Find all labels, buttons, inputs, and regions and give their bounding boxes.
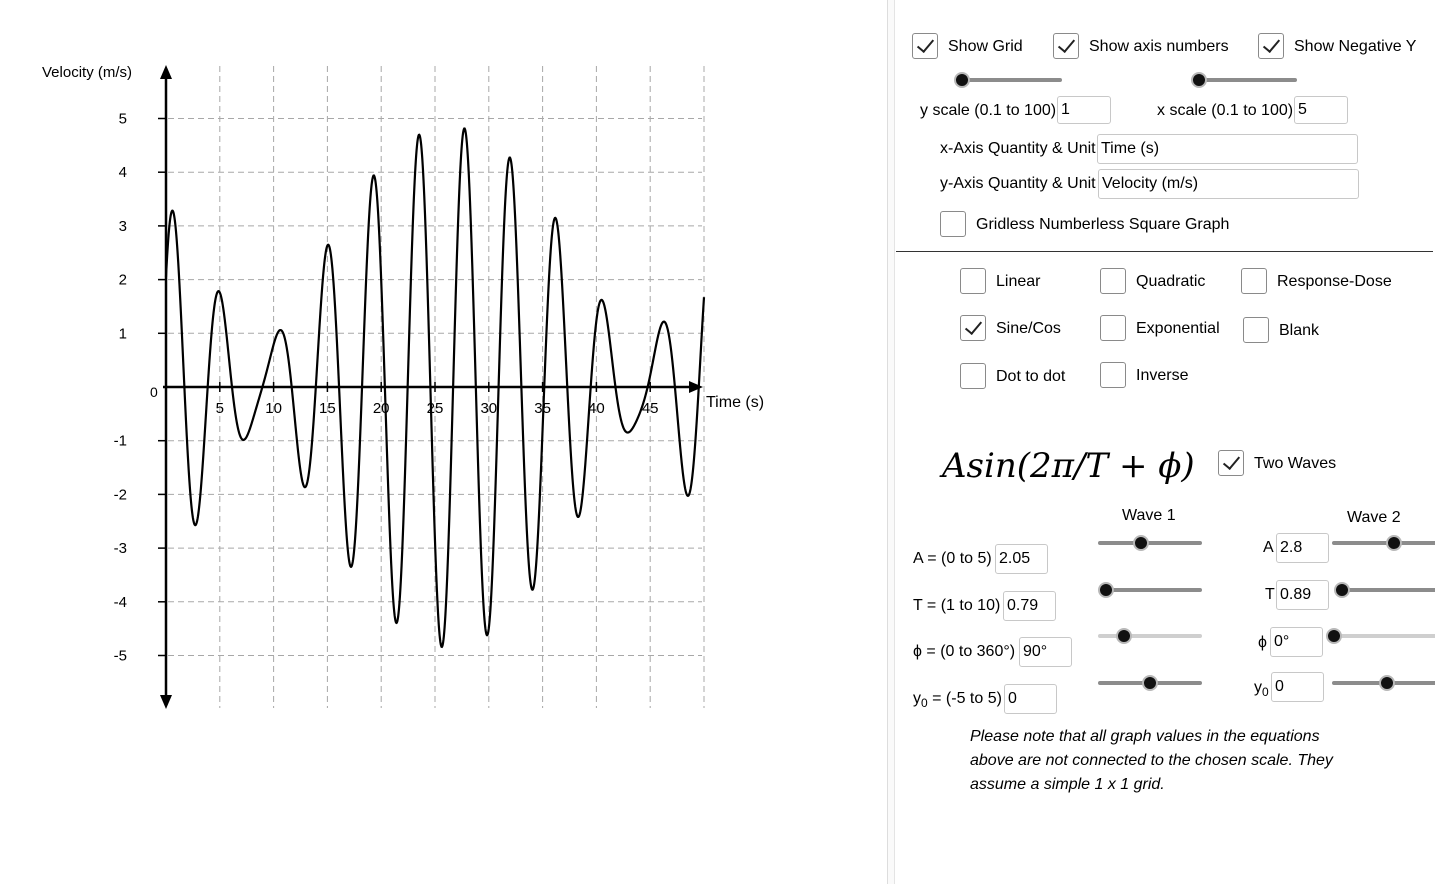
- show-axis-numbers-checkbox[interactable]: [1053, 33, 1079, 59]
- show-grid-checkbox[interactable]: [912, 33, 938, 59]
- x-tick-label: 10: [265, 400, 282, 417]
- wave2-t-input[interactable]: [1276, 580, 1329, 610]
- x-axis-arrow: [689, 381, 703, 393]
- y-tick-label: -4: [113, 593, 127, 611]
- wave2-y0-label: $y_0$: [1254, 679, 1269, 700]
- wave2-a-label: A: [1263, 539, 1274, 556]
- pane-divider[interactable]: [887, 0, 895, 884]
- y-axis-unit-label: y-Axis Quantity & Unit: [940, 175, 1096, 192]
- two-waves-label: Two Waves: [1254, 455, 1337, 472]
- sine-formula: Asin(2π/T + ϕ): [942, 446, 1195, 486]
- x-tick-label: 30: [480, 400, 498, 417]
- wave1-t-label: T = (1 to 10): [913, 597, 1001, 614]
- y-axis-label: Velocity (m/s): [42, 64, 133, 81]
- wave2-phi-label: ϕ: [1258, 634, 1267, 651]
- quadratic-checkbox[interactable]: [1100, 268, 1126, 294]
- control-panel: [896, 0, 1435, 884]
- x-axis-label: Time (s): [706, 394, 765, 411]
- wave2-t-slider[interactable]: [1342, 582, 1435, 598]
- show-grid-label: Show Grid: [948, 38, 1023, 55]
- y-scale-label: y scale (0.1 to 100): [920, 102, 1057, 119]
- y-tick-label: 5: [118, 110, 127, 128]
- wave2-phi-input[interactable]: [1270, 627, 1323, 657]
- quadratic-label: Quadratic: [1136, 273, 1206, 290]
- wave1-phi-label: ϕ = (0 to 360°): [913, 643, 1016, 660]
- x-tick-label: 20: [372, 400, 390, 417]
- x-scale-label: x scale (0.1 to 100): [1157, 102, 1294, 119]
- sine-cos-label: Sine/Cos: [996, 320, 1061, 337]
- wave1-a-input[interactable]: [995, 544, 1048, 574]
- wave2-title: Wave 2: [1347, 509, 1401, 526]
- show-negative-y-label: Show Negative Y: [1294, 38, 1417, 55]
- wave2-phi-slider[interactable]: [1334, 628, 1435, 644]
- y-axis-arrow-up: [160, 65, 172, 79]
- wave1-phi-slider[interactable]: [1098, 628, 1202, 644]
- exponential-label: Exponential: [1136, 320, 1220, 337]
- wave2-a-slider[interactable]: [1332, 535, 1435, 551]
- response-dose-label: Response-Dose: [1277, 273, 1392, 290]
- wave1-y0-slider[interactable]: [1098, 675, 1202, 691]
- x-scale-input[interactable]: [1294, 96, 1348, 124]
- wave1-t-input[interactable]: [1003, 591, 1056, 621]
- origin-label: 0: [150, 384, 158, 400]
- y-tick-label: 4: [118, 164, 127, 182]
- linear-label: Linear: [996, 273, 1041, 290]
- linear-checkbox[interactable]: [960, 268, 986, 294]
- y-tick-label: -2: [113, 486, 127, 504]
- wave2-t-label: T: [1265, 586, 1275, 603]
- x-tick-label: 35: [534, 400, 551, 417]
- dot-to-dot-checkbox[interactable]: [960, 363, 986, 389]
- wave1-y0-input[interactable]: [1004, 684, 1057, 714]
- x-tick-label: 5: [215, 400, 224, 417]
- wave1-phi-input[interactable]: [1019, 637, 1072, 667]
- blank-checkbox[interactable]: [1243, 317, 1269, 343]
- inverse-label: Inverse: [1136, 367, 1189, 384]
- y-tick-label: 1: [118, 325, 127, 343]
- section-divider: [896, 251, 1433, 252]
- y-scale-input[interactable]: [1057, 96, 1111, 124]
- exponential-checkbox[interactable]: [1100, 315, 1126, 341]
- y-tick-label: -1: [113, 432, 127, 450]
- response-dose-checkbox[interactable]: [1241, 268, 1267, 294]
- wave2-a-input[interactable]: [1276, 533, 1329, 563]
- blank-label: Blank: [1279, 322, 1320, 339]
- dot-to-dot-label: Dot to dot: [996, 368, 1066, 385]
- sine-cos-checkbox[interactable]: [960, 315, 986, 341]
- wave1-t-slider[interactable]: [1106, 582, 1202, 598]
- y-axis-arrow-down: [160, 695, 172, 709]
- y-tick-label: -5: [113, 647, 127, 665]
- inverse-checkbox[interactable]: [1100, 362, 1126, 388]
- y-axis-unit-input[interactable]: [1098, 169, 1359, 199]
- wave2-y0-input[interactable]: [1271, 672, 1324, 702]
- x-tick-label: 45: [641, 400, 659, 417]
- x-tick-label: 15: [319, 400, 336, 417]
- x-tick-label: 25: [426, 400, 444, 417]
- x-axis-unit-input[interactable]: [1097, 134, 1358, 164]
- x-axis-unit-label: x-Axis Quantity & Unit: [940, 140, 1096, 157]
- two-waves-checkbox[interactable]: [1218, 450, 1244, 476]
- wave1-a-slider[interactable]: [1098, 535, 1202, 551]
- x-tick-label: 40: [588, 400, 605, 417]
- wave1-title: Wave 1: [1122, 507, 1176, 524]
- gridless-label: Gridless Numberless Square Graph: [976, 216, 1230, 233]
- scale-note: Please note that all graph values in the equations above are not connected to the chosen scale. They assume a simple 1 x 1 grid.: [970, 728, 1333, 793]
- wave2-y0-slider[interactable]: [1332, 675, 1435, 691]
- y-tick-label: 3: [118, 217, 127, 235]
- axes: [160, 65, 703, 709]
- show-negative-y-checkbox[interactable]: [1258, 33, 1284, 59]
- y-scale-slider[interactable]: [962, 72, 1062, 88]
- y-tick-label: -3: [113, 540, 127, 558]
- wave1-y0-label: $y_0 = (-5$ to 5): [913, 690, 1002, 711]
- show-axis-numbers-label: Show axis numbers: [1089, 38, 1229, 55]
- wave1-a-label: A = (0 to 5): [913, 550, 992, 567]
- y-tick-label: 2: [118, 271, 127, 289]
- gridless-checkbox[interactable]: [940, 211, 966, 237]
- x-scale-slider[interactable]: [1199, 72, 1297, 88]
